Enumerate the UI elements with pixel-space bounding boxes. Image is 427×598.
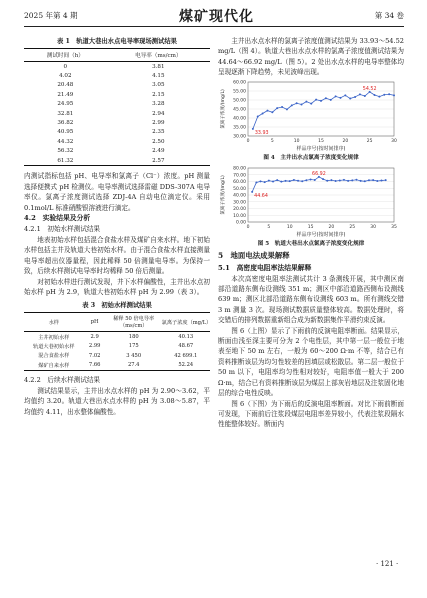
table-cell: 20.48 [57,82,74,89]
table-row [24,147,210,156]
data-point [354,96,356,98]
y-tick-label: 60.00 [233,179,246,185]
data-point [252,128,254,130]
table-cell: 4.15 [152,73,165,80]
x-tick-label: 35 [391,224,397,230]
data-point [343,179,345,181]
figure-4 [218,78,404,152]
y-tick-label: 60.00 [233,80,246,86]
data-point [301,103,303,105]
data-point [301,180,303,182]
y-tick-label: 50.00 [233,186,246,192]
table-cell: 2.94 [152,110,165,117]
table-row [24,62,210,72]
data-point [368,179,370,181]
table-cell: 7.02 [88,352,101,359]
data-point [322,178,324,180]
subsection-heading: 4.2.2 后续水样测试结果 [24,375,101,384]
figure-4-chart [218,78,404,152]
x-axis-label: 样品序号(按时间排序) [296,145,346,152]
data-point [330,179,332,181]
table-cell: 7.66 [84,361,106,371]
data-point [347,180,349,182]
table-cell: 52.24 [162,361,210,371]
table-cell: 56.32 [57,148,74,155]
journal-title: 煤矿现代化 [179,9,254,25]
x-tick-label: 15 [318,138,324,144]
y-axis-label: 氯离子浓度/(mg/L) [221,174,226,215]
data-point [260,180,262,182]
table-row [24,90,210,99]
x-tick-label: 20 [342,138,349,144]
y-tick-label: 45.00 [233,107,246,113]
table-row [24,137,210,146]
table-cell: 2.15 [152,91,165,98]
y-tick-label: 50.00 [233,98,246,104]
table-row [24,351,210,360]
data-point [291,104,293,106]
data-point [388,93,390,95]
table-cell: 175 [128,343,139,350]
data-point [372,179,374,181]
y-tick-label: 30.00 [233,199,246,205]
table-cell: 61.32 [24,156,107,166]
data-point [305,179,307,181]
paragraph: 对初始水样进行测试发现，井下水样偏酸性，主井出水点初始水样 pH 为 2.9，轨道大巷初始水样 pH 为 2.99（表 3）。 [24,277,210,296]
data-point [374,94,376,96]
table-row [24,332,210,342]
data-point [305,100,307,102]
table-cell: 2.99 [88,343,101,350]
data-point [268,179,270,181]
y-tick-label: 10.00 [233,213,246,219]
table-cell: 2.57 [107,156,210,166]
table-cell: 40.13 [178,334,194,341]
x-tick-label: 30 [391,138,397,144]
table-cell: 32.81 [57,110,74,117]
data-point [271,111,273,113]
data-point [339,179,341,181]
x-tick-label: 0 [246,138,250,144]
issue-label: 2025 年第 4 期 [24,11,78,20]
data-point [376,180,378,182]
data-point [296,102,298,104]
data-point [378,95,380,97]
table-cell: 主井初始水样 [38,334,70,341]
table-cell: 混合食盐水样 [38,353,70,360]
table3-caption: 表 3 初始水样测试结果 [82,302,152,310]
right-column [218,36,404,430]
page-header [24,6,404,27]
table-row [24,109,210,118]
table-cell: 42 699.1 [174,352,198,359]
x-tick-label: 5 [270,138,274,144]
paragraph: 测试结果显示，主井出水点水样的 pH 为 2.90～3.62，平均值约 3.20。轨道大巷出水点水样的 pH 为 3.08～5.87，平均值约 4.11，出水整体偏酸性。 [24,386,210,416]
data-point [364,180,366,182]
x-tick-label: 20 [328,224,335,230]
y-tick-label: 40.00 [233,116,246,122]
data-point [360,179,362,181]
table1-header: 电导率（ms/cm） [107,49,210,62]
table-cell: 180 [128,334,139,341]
figure-5 [218,164,404,238]
figure-5-caption: 图 5 轨道大巷出水点氯离子浓度变化规律 [257,240,365,247]
data-point [349,97,351,99]
paragraph: 主井出水点水样的氯离子浓度值测试结果为 33.93～54.52 mg/L（图 4）。轨道大巷出水点水样的氯离子浓度值测试结果为 44.64～66.92 mg/L（图 5）。2 处出水点水样的电导率整体均呈现逐渐下降趋势，未见波峰出现。 [218,37,404,77]
paragraph: 图 6（下图）为下雨后的反演电阻率断面。对比下雨前断面可发现，下雨前后注浆段煤层电阻率差异较小，代表注浆段隔水性能整体较好。断面内 [218,399,404,429]
data-point [281,106,283,108]
y-tick-label: 80.00 [233,166,246,172]
data-point [320,100,322,102]
table-cell: 44.32 [57,138,74,145]
data-point [335,95,337,97]
table1-caption: 表 1 轨道大巷出水点电导率现场测试结果 [57,38,177,45]
table-cell: 21.49 [57,91,74,98]
x-tick-label: 5 [267,224,271,230]
table3-header: pH [84,313,106,332]
table3-header: 稀释 50 倍电导率（ms/cm） [106,313,162,332]
data-point [310,178,312,180]
table-cell: 48.67 [178,343,194,350]
y-tick-label: 30.00 [233,134,246,140]
data-point [335,180,337,182]
series-line [252,176,385,191]
table-row [24,156,210,166]
table-cell: 2.99 [152,120,165,127]
table-row [24,100,210,109]
paragraph: 图 6（上图）显示了下雨前的反演电阻率断面。结果显示，断面由浅至深主要可分为 2 个电性层，其中第一层一般位于地表至地下 50 m 左右，一般为 60～200 Ω·m 不等，结合已有资料推断该层为均匀性较差的回填层或松散层。第二层一般位于 50 m 以下，电阻率均匀性相对较好，电阻率值一般大于 200 Ω·m，结合已有资料推断该层为煤层上部灰岩地层及注浆固化地层的综合电性反映。 [218,326,404,398]
paragraph: 本次高密度电阻率法测试共计 3 条测线开展，其中测区南部沿道路东侧布设测线 351 m；测区中部沿道路西侧布设测线 639 m；测区北部沿道路东侧布设测线 603 m。所有测线交错 3 m 测量 3 次。现场测试数据质量整体较高。数据处理时，将交错后的排列数据重新组合成为新数据集作平滑约束反演。 [218,274,404,325]
data-point [359,93,361,95]
x-tick-label: 0 [246,224,250,230]
y-tick-label: 20.00 [233,206,246,212]
section-heading: 4.2 实验结果及分析 [24,213,91,222]
subsection-heading: 4.2.1 初始水样测试结果 [24,224,101,233]
figure-4-caption: 图 4 主井出水点氯离子浓度变化规律 [263,154,359,161]
data-point [344,94,346,96]
data-point [325,97,327,99]
table-cell: 2.35 [152,129,165,136]
table-cell: 煤矿自来水样 [24,361,84,371]
data-point [315,98,317,100]
data-point [339,96,341,98]
x-tick-label: 10 [293,138,300,144]
data-point [351,179,353,181]
table-row [24,81,210,90]
data-point [262,112,264,114]
volume-label: 第 34 卷 [374,11,404,20]
y-tick-label: 40.00 [233,193,246,199]
data-point [266,109,268,111]
data-point [385,179,387,181]
series-line [253,91,394,128]
y-tick-label: 70.00 [233,172,246,178]
y-tick-label: 35.00 [233,125,246,131]
paragraph: 地表初始水样包括混合食盐水样及煤矿自来水样。地下初始水样包括主井及轨道大巷初始水样。由于混合食盐水样直接测量电导率超出仪器量程，因此稀释 50 倍测量电导率。为保持一致，后续水样测试电导率时均稀释 50 倍后测量。 [24,235,210,276]
table-cell: 3.28 [152,101,165,108]
figure-5-chart [218,164,404,238]
table3 [24,312,210,371]
table1-header: 测试时间（h） [24,49,107,62]
paragraph: 内测试指标包括 pH、电导率和氯离子（Cl⁻）浓度。pH 测量选择便携式 pH 检测仪。电导率测试选择雷磁 DDS-307A 电导率仪。氯离子浓度测试选择 ZDJ-4A 自动电位滴定仪。采用 0.1mol/L 标准硝酸银溶液进行滴定。 [24,172,210,212]
table-row [24,71,210,80]
min-label: 44.64 [254,193,268,199]
max-label: 54.52 [362,86,377,92]
min-label: 33.93 [254,130,269,136]
table-cell: 3.05 [152,82,165,89]
x-tick-label: 25 [366,138,373,144]
x-tick-label: 30 [370,224,377,230]
data-point [393,94,395,96]
max-label: 66.92 [312,171,326,177]
table-cell: 27.4 [106,361,162,371]
data-point [383,93,385,95]
subsection-heading: 5.1 高密度电阻率法结果解释 [218,263,312,272]
table-cell: 2.9 [90,334,99,341]
data-point [364,95,366,97]
data-point [355,178,357,180]
data-point [285,179,287,181]
x-tick-label: 15 [307,224,314,230]
data-point [314,179,316,181]
data-point [255,181,257,183]
data-point [326,179,328,181]
data-point [293,179,295,181]
y-axis-label: 氯离子浓度/(mg/L) [221,88,226,129]
section-heading: 5 地面电法成果解释 [218,250,290,260]
data-point [286,108,288,110]
table-cell: 0 [63,63,68,70]
table1 [24,48,210,166]
data-point [276,179,278,181]
table-cell: 4.02 [59,73,72,80]
table-cell: 3.81 [152,63,165,70]
table-cell: 3 450 [126,352,142,359]
table-cell: 36.82 [57,120,74,127]
data-point [310,102,312,104]
table-row [24,361,210,371]
table-cell: 2.50 [152,138,165,145]
table-row [24,342,210,351]
data-point [251,190,253,192]
data-point [276,107,278,109]
table-cell: 2.49 [152,148,165,155]
data-point [280,180,282,182]
data-point [297,179,299,181]
table-cell: 24.95 [57,101,74,108]
data-point [272,180,274,182]
x-axis-label: 样品序号(按时间排序) [296,231,346,238]
table-row [24,128,210,137]
y-tick-label: 0.00 [235,220,246,226]
data-point [289,180,291,182]
table3-header: 氯离子浓度（mg/L） [162,313,210,332]
table-row [24,118,210,127]
left-column [24,36,210,417]
x-tick-label: 10 [286,224,293,230]
table3-header: 水样 [24,313,84,332]
data-point [380,179,382,181]
y-tick-label: 55.00 [233,89,246,95]
page-number: · 121 · [376,560,399,568]
data-point [330,98,332,100]
data-point [264,181,266,183]
data-point [257,115,259,117]
table-cell: 轨道大巷初始水样 [33,343,75,350]
x-tick-label: 25 [349,224,356,230]
table-cell: 40.95 [57,129,74,136]
